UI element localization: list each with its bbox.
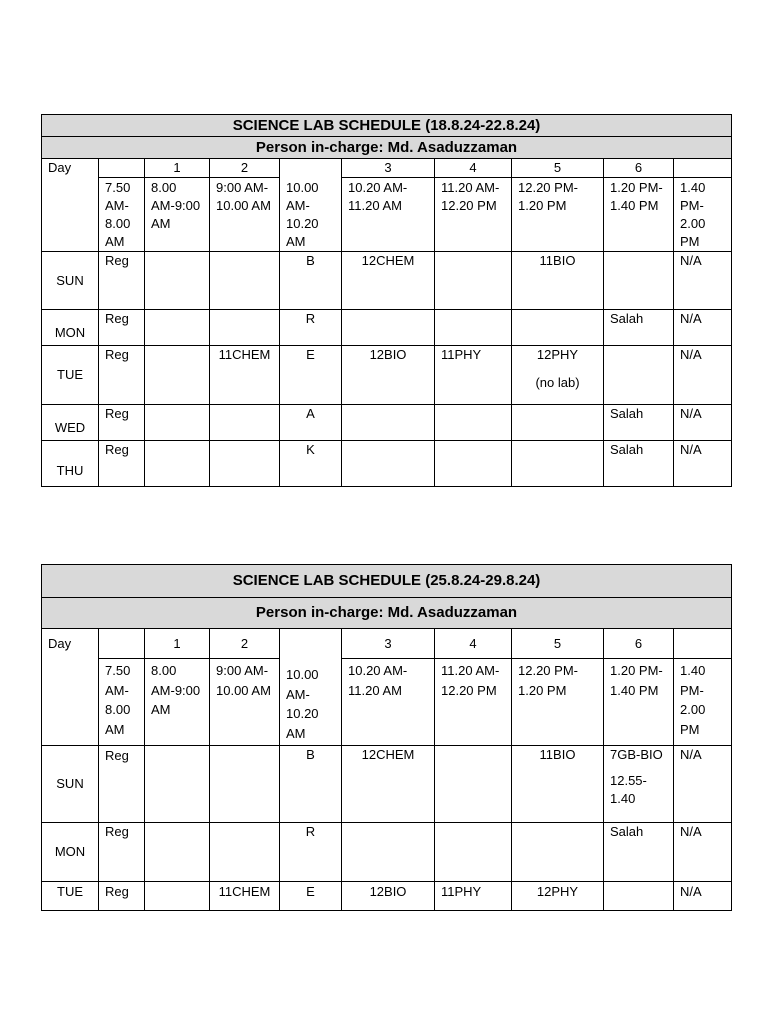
- day-header: Day: [42, 629, 99, 746]
- time-slot: 8.00 AM-9:00 AM: [145, 659, 210, 746]
- time-slot: 1.40 PM-2.00 PM: [674, 178, 732, 252]
- cell: Reg: [99, 405, 145, 441]
- cell: [512, 441, 604, 487]
- cell: R: [280, 310, 342, 346]
- person-in-charge: Person in-charge: Md. Asaduzzaman: [42, 137, 732, 159]
- cell: 11PHY: [435, 882, 512, 911]
- cell: Reg: [99, 882, 145, 911]
- schedule-title: SCIENCE LAB SCHEDULE (25.8.24-29.8.24): [42, 565, 732, 598]
- time-slot: 9:00 AM-10.00 AM: [210, 659, 280, 746]
- period-number: 3: [342, 629, 435, 659]
- cell: [210, 823, 280, 882]
- cell: [145, 346, 210, 405]
- cell: N/A: [674, 346, 732, 405]
- cell: [604, 252, 674, 310]
- time-slot: 1.20 PM-1.40 PM: [604, 178, 674, 252]
- cell: [435, 823, 512, 882]
- cell: [145, 882, 210, 911]
- cell: 12PHY: [512, 882, 604, 911]
- cell: [342, 823, 435, 882]
- day-header: Day: [42, 159, 99, 252]
- table-row: [42, 346, 732, 405]
- cell-note: 12.55-1.40: [610, 773, 647, 806]
- cell: [210, 441, 280, 487]
- cell: E: [280, 346, 342, 405]
- cell: [342, 441, 435, 487]
- cell: [604, 882, 674, 911]
- day-label: WED: [42, 405, 99, 441]
- cell: [145, 252, 210, 310]
- cell: [342, 405, 435, 441]
- period-blank: [674, 159, 732, 178]
- period-blank: [674, 629, 732, 659]
- cell: K: [280, 441, 342, 487]
- table-row: [42, 746, 732, 823]
- table-row: [42, 882, 732, 911]
- period-blank: [99, 629, 145, 659]
- time-slot: 8.00 AM-9:00 AM: [145, 178, 210, 252]
- period-number: 5: [512, 629, 604, 659]
- day-label: THU: [42, 441, 99, 487]
- day-label: MON: [42, 823, 99, 882]
- cell: [145, 746, 210, 823]
- period-number: 2: [210, 159, 280, 178]
- cell: Salah: [604, 441, 674, 487]
- cell: Salah: [604, 405, 674, 441]
- day-label: TUE: [42, 882, 99, 911]
- cell: R: [280, 823, 342, 882]
- cell: [210, 252, 280, 310]
- cell: [145, 823, 210, 882]
- cell-with-note: [512, 346, 604, 405]
- period-number: 1: [145, 159, 210, 178]
- cell: [604, 346, 674, 405]
- time-slot: 9:00 AM-10.00 AM: [210, 178, 280, 252]
- table-row: [42, 252, 732, 310]
- cell: B: [280, 252, 342, 310]
- cell: [512, 823, 604, 882]
- lab-schedule-table-1: [41, 114, 732, 487]
- cell: N/A: [674, 405, 732, 441]
- cell: N/A: [674, 882, 732, 911]
- cell: 12BIO: [342, 882, 435, 911]
- cell: Reg: [99, 252, 145, 310]
- table-row: [42, 310, 732, 346]
- time-slot: 1.20 PM-1.40 PM: [604, 659, 674, 746]
- cell: [210, 310, 280, 346]
- cell: A: [280, 405, 342, 441]
- cell: 11BIO: [512, 746, 604, 823]
- cell: [435, 746, 512, 823]
- cell: [342, 310, 435, 346]
- period-blank: [99, 159, 145, 178]
- cell: 11PHY: [435, 346, 512, 405]
- cell: 12BIO: [342, 346, 435, 405]
- cell: [435, 252, 512, 310]
- cell: [435, 310, 512, 346]
- cell: Reg: [99, 441, 145, 487]
- period-number: 6: [604, 629, 674, 659]
- schedule-title: SCIENCE LAB SCHEDULE (18.8.24-22.8.24): [42, 115, 732, 137]
- cell: N/A: [674, 310, 732, 346]
- day-label: SUN: [42, 252, 99, 310]
- time-slot: 11.20 AM-12.20 PM: [435, 659, 512, 746]
- cell: 12CHEM: [342, 746, 435, 823]
- period-number: 5: [512, 159, 604, 178]
- break-time: 10.00 AM-10.20 AM: [280, 629, 342, 746]
- cell: N/A: [674, 441, 732, 487]
- cell: [210, 746, 280, 823]
- day-label: MON: [42, 310, 99, 346]
- time-slot: 12.20 PM-1.20 PM: [512, 178, 604, 252]
- cell-with-note: [604, 746, 674, 823]
- cell: 11CHEM: [210, 346, 280, 405]
- period-number: 2: [210, 629, 280, 659]
- cell: B: [280, 746, 342, 823]
- cell: [512, 405, 604, 441]
- cell: N/A: [674, 252, 732, 310]
- table-row: [42, 441, 732, 487]
- time-slot: 10.20 AM-11.20 AM: [342, 659, 435, 746]
- cell: [512, 310, 604, 346]
- cell: Reg: [99, 823, 145, 882]
- person-in-charge: Person in-charge: Md. Asaduzzaman: [42, 598, 732, 629]
- cell: Salah: [604, 310, 674, 346]
- cell-text: 12PHY: [536, 347, 579, 362]
- cell: [435, 441, 512, 487]
- cell: Reg: [99, 346, 145, 405]
- cell: 12CHEM: [342, 252, 435, 310]
- cell: [210, 405, 280, 441]
- cell: [435, 405, 512, 441]
- cell: 11BIO: [512, 252, 604, 310]
- period-number: 1: [145, 629, 210, 659]
- time-slot: 1.40 PM-2.00 PM: [674, 659, 732, 746]
- cell: Reg: [99, 746, 145, 823]
- cell: [145, 405, 210, 441]
- cell-text: 7GB-BIO: [610, 747, 663, 762]
- break-time: 10.00 AM-10.20 AM: [280, 159, 342, 252]
- day-label: SUN: [42, 746, 99, 823]
- day-label: TUE: [42, 346, 99, 405]
- cell: Reg: [99, 310, 145, 346]
- cell: 11CHEM: [210, 882, 280, 911]
- period-number: 3: [342, 159, 435, 178]
- period-number: 6: [604, 159, 674, 178]
- table-row: [42, 405, 732, 441]
- period-number: 4: [435, 629, 512, 659]
- cell: E: [280, 882, 342, 911]
- cell: Salah: [604, 823, 674, 882]
- cell-note: (no lab): [535, 375, 580, 390]
- time-slot: 12.20 PM-1.20 PM: [512, 659, 604, 746]
- time-slot: 10.20 AM-11.20 AM: [342, 178, 435, 252]
- time-slot: 7.50 AM-8.00 AM: [99, 659, 145, 746]
- cell: [145, 310, 210, 346]
- time-slot: 7.50 AM-8.00 AM: [99, 178, 145, 252]
- lab-schedule-table-2: [41, 564, 732, 911]
- cell: N/A: [674, 823, 732, 882]
- period-number: 4: [435, 159, 512, 178]
- time-slot: 11.20 AM-12.20 PM: [435, 178, 512, 252]
- cell: N/A: [674, 746, 732, 823]
- cell: [145, 441, 210, 487]
- table-row: [42, 823, 732, 882]
